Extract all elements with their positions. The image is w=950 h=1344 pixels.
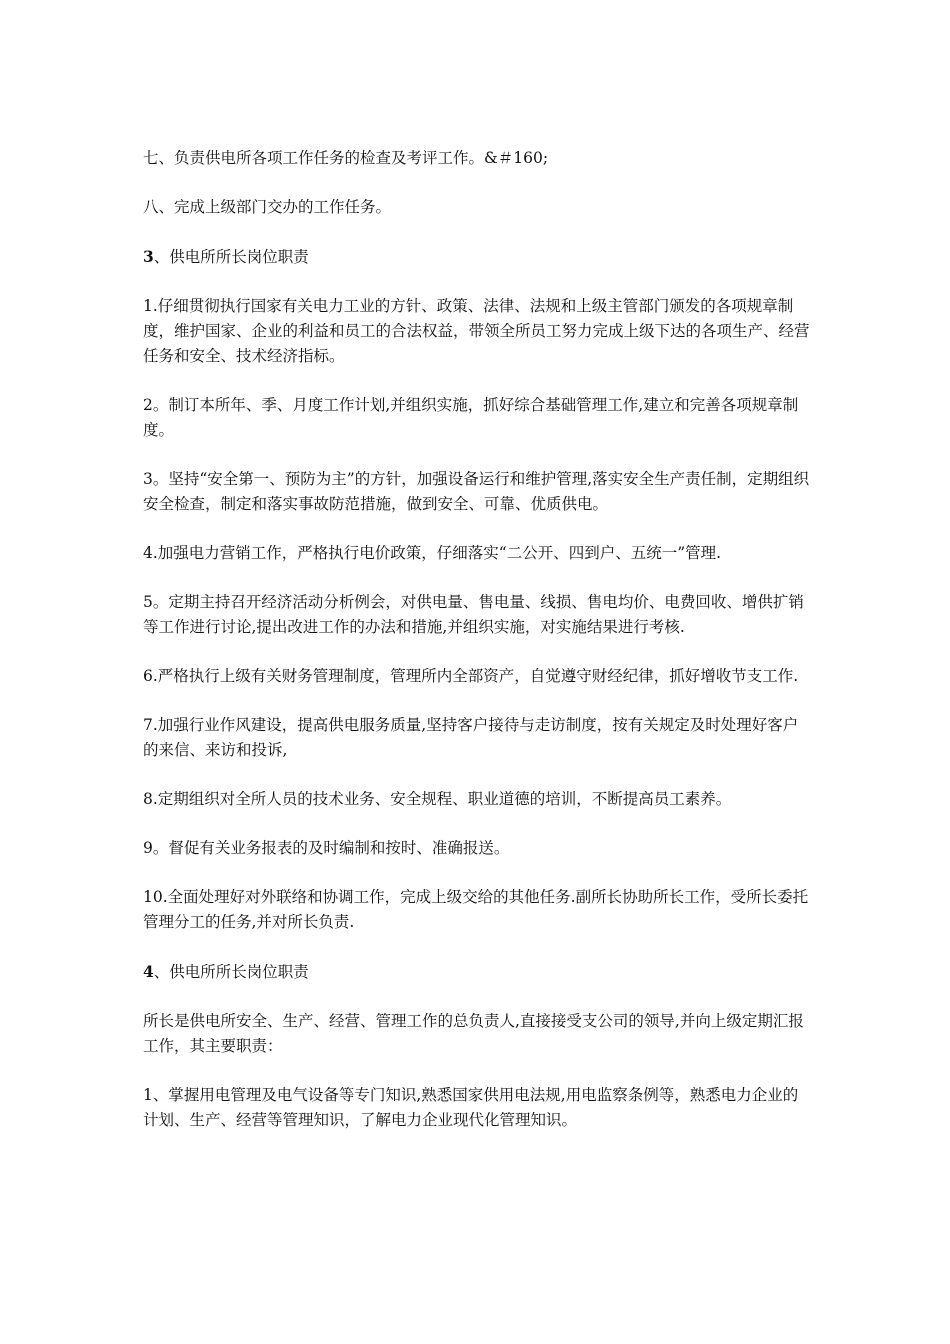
duty-item-8: 8.定期组织对全所人员的技术业务、安全规程、职业道德的培训，不断提高员工素养。 — [143, 790, 732, 808]
intro-paragraph: 所长是供电所安全、生产、经营、管理工作的总负责人,直接接受支公司的领导,并向上级定期汇报工作，其主要职责： — [143, 1012, 804, 1055]
section-title: 、供电所所长岗位职责 — [153, 248, 309, 266]
duty-item-5: 5。定期主持召开经济活动分析例会，对供电量、售电量、线损、售电均价、电费回收、增供扩销等工作进行讨论,提出改进工作的办法和措施,并组织实施，对实施结果进行考核. — [143, 593, 804, 636]
duty-item-4: 4.加强电力营销工作，严格执行电价政策，仔细落实“二公开、四到户、五统一”管理. — [143, 544, 722, 562]
section-heading-4 — [143, 959, 813, 985]
paragraph-item-8: 八、完成上级部门交办的工作任务。 — [143, 198, 392, 216]
section-title: 、供电所所长岗位职责 — [153, 963, 309, 981]
section-number: 4 — [143, 962, 154, 981]
document-body — [143, 146, 813, 1157]
main-duty-item-1: 1、掌握用电管理及电气设备等专门知识,熟悉国家供用电法规,用电监察条例等，熟悉电力企业的计划、生产、经营等管理知识，了解电力企业现代化管理知识。 — [143, 1086, 799, 1129]
duty-item-6: 6.严格执行上级有关财务管理制度，管理所内全部资产，自觉遵守财经纪律，抓好增收节支工作. — [143, 667, 799, 685]
section-heading-3 — [143, 244, 813, 270]
duty-item-7: 7.加强行业作风建设，提高供电服务质量,坚持客户接待与走访制度，按有关规定及时处理好客户的来信、来访和投诉, — [143, 716, 799, 759]
paragraph-item-7: 七、负责供电所各项工作任务的检查及考评工作。&＃160; — [143, 149, 549, 167]
duty-item-1: 1.仔细贯彻执行国家有关电力工业的方针、政策、法律、法规和上级主管部门颁发的各项规章制度，维护国家、企业的利益和员工的合法权益，带领全所员工努力完成上级下达的各项生产、经营任务和安全、技术经济指标。 — [143, 297, 810, 365]
section-number: 3 — [143, 247, 154, 266]
duty-item-9: 9。督促有关业务报表的及时编制和按时、准确报送。 — [143, 839, 510, 857]
duty-item-10: 10.全面处理好对外联络和协调工作，完成上级交给的其他任务.副所长协助所长工作，受所长委托管理分工的任务,并对所长负责. — [143, 888, 809, 931]
duty-item-2: 2。制订本所年、季、月度工作计划,并组织实施，抓好综合基础管理工作,建立和完善各项规章制度。 — [143, 396, 799, 439]
duty-item-3: 3。坚持“安全第一、预防为主”的方针，加强设备运行和维护管理,落实安全生产责任制，定期组织安全检查，制定和落实事故防范措施，做到安全、可靠、优质供电。 — [143, 470, 810, 513]
